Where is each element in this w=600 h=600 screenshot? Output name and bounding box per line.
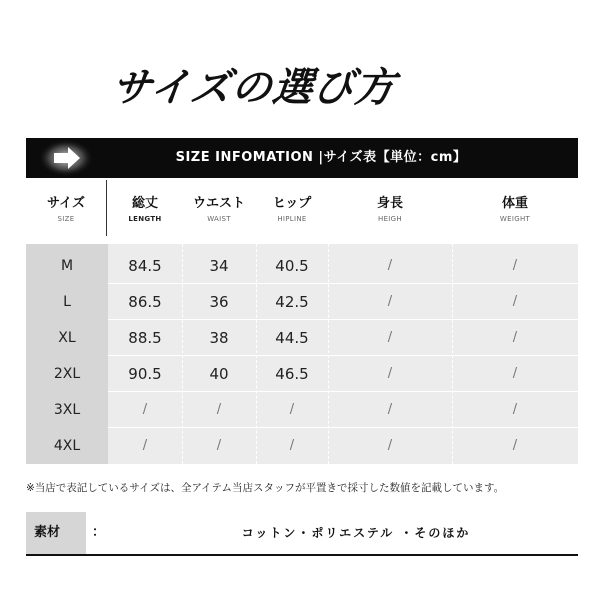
- column-header-jp: 体重: [501, 196, 528, 211]
- table-row: [26, 284, 578, 320]
- cell-size: 4XL: [53, 438, 81, 454]
- cell-size: L: [63, 294, 71, 310]
- cell-height: /: [387, 366, 393, 381]
- column-divider: [452, 244, 453, 464]
- cell-length: 88.5: [128, 329, 162, 347]
- column-header-jp: ウエスト: [192, 196, 245, 211]
- cell-height: /: [387, 258, 393, 273]
- column-header-en: LENGTH: [128, 215, 162, 223]
- column-divider: [256, 244, 257, 464]
- cell-hip: /: [289, 438, 295, 453]
- column-header-height: [328, 180, 452, 236]
- material-row: [26, 512, 578, 554]
- column-header-en: WEIGHT: [499, 215, 531, 223]
- column-header-jp: 総丈: [131, 196, 158, 211]
- cell-length: 90.5: [128, 365, 162, 383]
- column-header-size: [26, 180, 106, 236]
- cell-hip: 44.5: [275, 329, 309, 347]
- header-divider: [106, 180, 107, 236]
- material-colon: ：: [92, 525, 106, 540]
- column-header-en: WAIST: [207, 215, 231, 223]
- column-header-jp: サイズ: [47, 196, 85, 211]
- cell-height: /: [387, 330, 393, 345]
- column-header-weight: [452, 180, 578, 236]
- cell-length: 86.5: [128, 293, 162, 311]
- cell-length: /: [142, 402, 148, 417]
- table-row: [26, 356, 578, 392]
- size-table: [26, 244, 578, 464]
- page-title: サイズの選び方: [109, 65, 398, 111]
- column-divider: [182, 244, 183, 464]
- cell-hip: 46.5: [275, 365, 309, 383]
- cell-waist: 34: [209, 257, 229, 275]
- material-value: コットン・ポリエステル ・そのほか: [241, 526, 471, 540]
- column-divider: [328, 244, 329, 464]
- cell-hip: 42.5: [275, 293, 309, 311]
- column-header-en: SIZE: [57, 215, 75, 223]
- size-info-header-bar: [26, 138, 578, 178]
- cell-hip: /: [289, 402, 295, 417]
- cell-size: 2XL: [53, 366, 81, 382]
- cell-weight: /: [512, 402, 518, 417]
- table-row: [26, 320, 578, 356]
- cell-waist: /: [216, 438, 222, 453]
- cell-waist: 38: [209, 329, 229, 347]
- cell-weight: /: [512, 330, 518, 345]
- cell-weight: /: [512, 294, 518, 309]
- table-row: [26, 392, 578, 428]
- cell-length: /: [142, 438, 148, 453]
- cell-height: /: [387, 402, 393, 417]
- cell-height: /: [387, 294, 393, 309]
- column-header-jp: 身長: [376, 196, 403, 211]
- table-row: [26, 248, 578, 284]
- cell-waist: /: [216, 402, 222, 417]
- column-header-jp: ヒップ: [272, 196, 312, 211]
- column-header-hip: [256, 180, 328, 236]
- cell-length: 84.5: [128, 257, 162, 275]
- material-divider: [26, 554, 578, 556]
- cell-hip: 40.5: [275, 257, 309, 275]
- cell-size: XL: [58, 330, 76, 346]
- measurement-footnote: ※当店で表記しているサイズは、全アイテム当店スタッフが平置きで採寸した数値を記載しています。: [26, 482, 505, 494]
- cell-weight: /: [512, 366, 518, 381]
- column-headers: [26, 180, 578, 236]
- cell-size: 3XL: [53, 402, 81, 418]
- column-header-en: HIPLINE: [277, 215, 307, 223]
- column-header-waist: [182, 180, 256, 236]
- column-header-length: [108, 180, 182, 236]
- header-text: SIZE INFOMATION |サイズ表【単位：cm】: [175, 150, 467, 165]
- cell-waist: 40: [209, 365, 229, 383]
- cell-weight: /: [512, 258, 518, 273]
- material-label: 素材: [34, 525, 61, 540]
- cell-height: /: [387, 438, 393, 453]
- table-row: [26, 428, 578, 464]
- column-header-en: HEIGH: [378, 215, 402, 223]
- cell-weight: /: [512, 438, 518, 453]
- cell-size: M: [60, 258, 74, 274]
- cell-waist: 36: [209, 293, 229, 311]
